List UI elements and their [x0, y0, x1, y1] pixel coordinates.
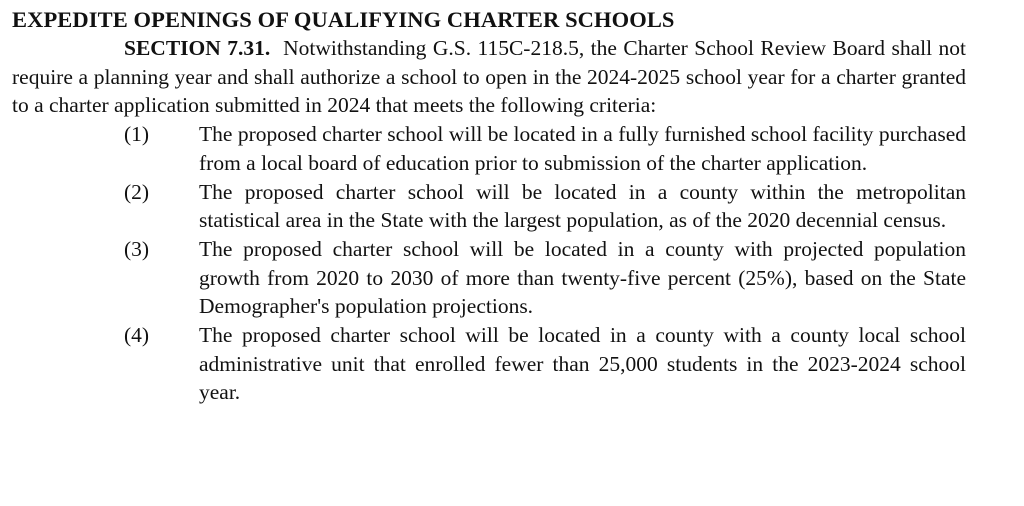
- criterion-item: [12, 235, 966, 321]
- criterion-text: The proposed charter school will be located in a fully furnished school facility purchased from a local board of education prior to submission of the charter application.: [199, 122, 966, 175]
- criterion-number: (2): [124, 179, 150, 204]
- criterion-text: The proposed charter school will be located in a county within the metropolitan statistical area in the State with the largest population, as of the 2020 decennial census.: [199, 179, 966, 233]
- criterion-number: (4): [124, 323, 150, 348]
- criterion-text: The proposed charter school will be located in a county with projected population growth from 2020 to 2030 of more than twenty-five percent (25%), based on the State Demographer's population projections.: [199, 236, 966, 319]
- section-number: SECTION 7.31.: [124, 36, 271, 60]
- criterion-item: [12, 178, 966, 235]
- section-heading: EXPEDITE OPENINGS OF QUALIFYING CHARTER SCHOOLS: [12, 7, 675, 32]
- section-body-text: Notwithstanding G.S. 115C-218.5, the Charter School Review Board shall not require a planning year and shall authorize a school to open in the 2024-2025 school year for a charter granted to a charter application submitted in 2024 that meets the following criteria:: [12, 36, 966, 118]
- criterion-number: (3): [124, 236, 150, 261]
- criterion-item: [12, 120, 966, 177]
- document-page: [12, 6, 966, 407]
- criterion-text: The proposed charter school will be located in a county with a county local school administrative unit that enrolled fewer than 25,000 students in the 2023-2024 school year.: [199, 323, 966, 405]
- criteria-list: [12, 120, 966, 407]
- criterion-number: (1): [124, 122, 150, 147]
- section-paragraph: [12, 34, 966, 120]
- criterion-item: [12, 321, 966, 407]
